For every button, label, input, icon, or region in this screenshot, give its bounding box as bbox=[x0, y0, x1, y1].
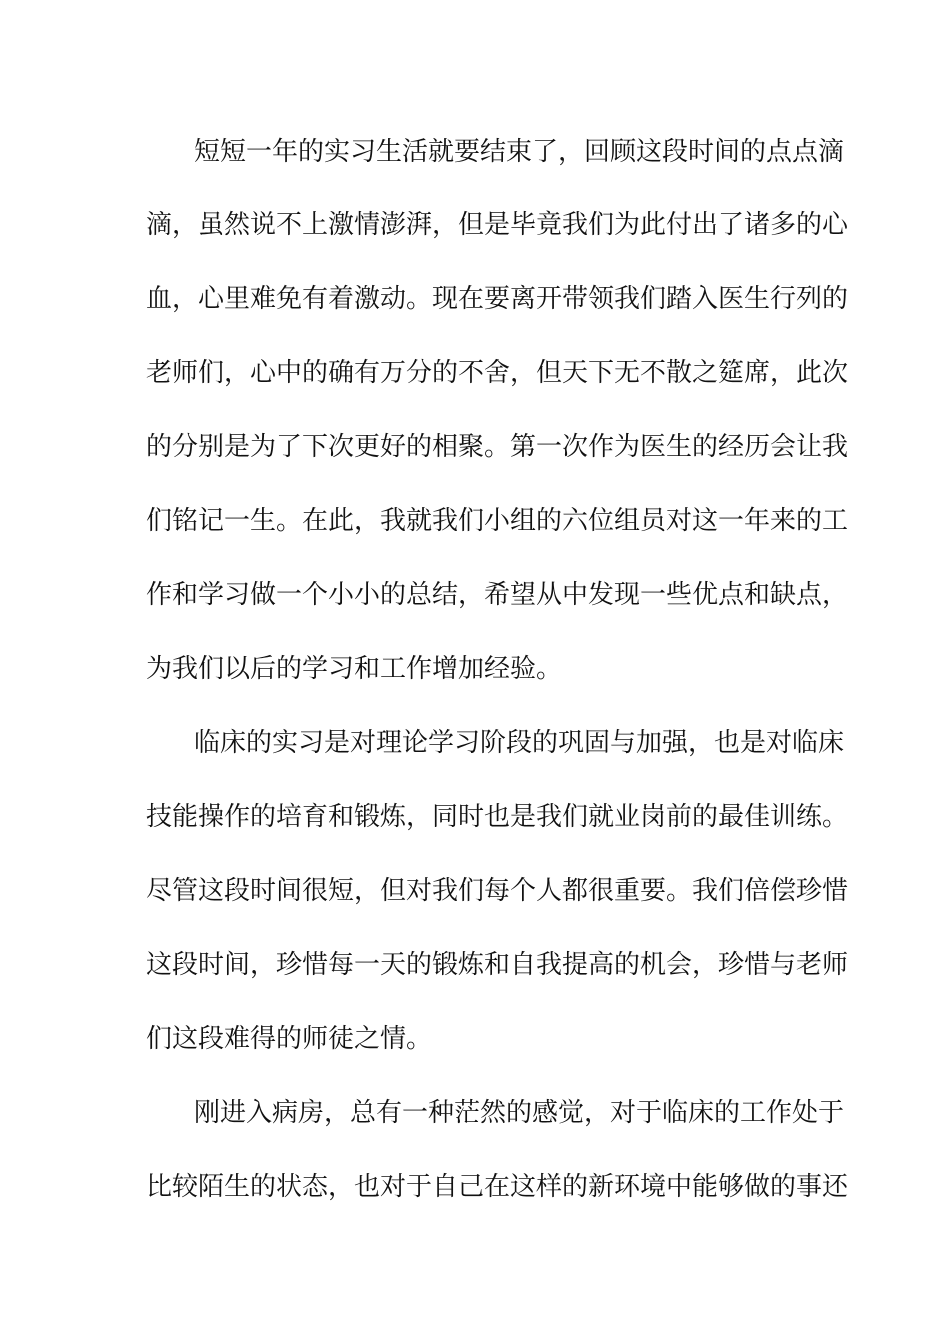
paragraph-2-line-3: 尽管这段时间很短，但对我们每个人都很重要。我们倍偿珍惜 bbox=[146, 876, 849, 906]
paragraph-1-line-1: 短短一年的实习生活就要结束了，回顾这段时间的点点滴 bbox=[194, 137, 845, 167]
paragraph-1-line-7: 作和学习做一个小小的总结，希望从中发现一些优点和缺点， bbox=[146, 580, 849, 610]
paragraph-2-line-5: 们这段难得的师徒之情。 bbox=[146, 1024, 433, 1054]
paragraph-2-line-2: 技能操作的培育和锻炼，同时也是我们就业岗前的最佳训练。 bbox=[146, 802, 849, 832]
paragraph-1-line-8: 为我们以后的学习和工作增加经验。 bbox=[146, 654, 563, 684]
paragraph-1-line-3: 血，心里难免有着激动。现在要离开带领我们踏入医生行列的 bbox=[146, 284, 849, 314]
paragraph-2-line-1: 临床的实习是对理论学习阶段的巩固与加强，也是对临床 bbox=[194, 728, 845, 758]
paragraph-1-line-5: 的分别是为了下次更好的相聚。第一次作为医生的经历会让我 bbox=[146, 432, 849, 462]
paragraph-1-line-2: 滴，虽然说不上激情澎湃，但是毕竟我们为此付出了诸多的心 bbox=[146, 210, 849, 240]
paragraph-1-line-6: 们铭记一生。在此，我就我们小组的六位组员对这一年来的工 bbox=[146, 506, 849, 536]
paragraph-1-line-4: 老师们，心中的确有万分的不舍，但天下无不散之筵席，此次 bbox=[146, 358, 849, 388]
paragraph-3-line-2: 比较陌生的状态，也对于自己在这样的新环境中能够做的事还 bbox=[146, 1172, 849, 1202]
paragraph-3-line-1: 刚进入病房，总有一种茫然的感觉，对于临床的工作处于 bbox=[194, 1098, 845, 1128]
paragraph-2-line-4: 这段时间，珍惜每一天的锻炼和自我提高的机会，珍惜与老师 bbox=[146, 950, 849, 980]
